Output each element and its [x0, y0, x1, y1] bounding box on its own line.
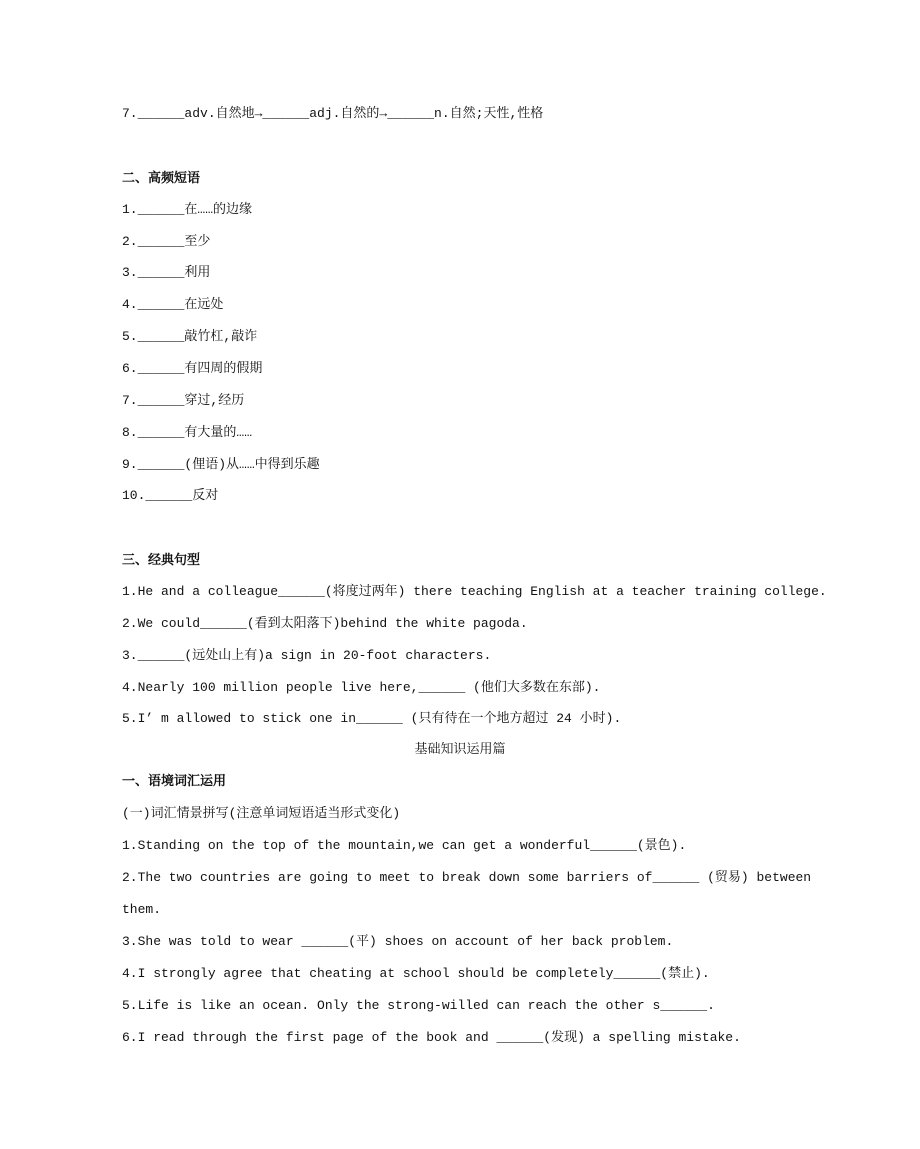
exercise-item: 2.The two countries are going to meet to break down some barriers of______ (贸易) between [122, 870, 812, 885]
part-title: 基础知识运用篇 [414, 742, 506, 757]
phrase-item: 2.______至少 [122, 234, 211, 249]
exercise-item: 3.She was told to wear ______(平) shoes on account of her back problem. [122, 934, 674, 949]
section-heading-sentences: 三、经典句型 [122, 553, 201, 568]
sentence-item: 3.______(远处山上有)a sign in 20-foot characters. [122, 648, 492, 663]
sentence-item: 4.Nearly 100 million people live here,______ (他们大多数在东部). [122, 680, 601, 695]
sentence-item: 1.He and a colleague______(将度过两年) there teaching English at a teacher training college. [122, 584, 827, 599]
word-form-item-7: 7.______adv.自然地→______adj.自然的→______n.自然;天性,性格 [122, 106, 544, 121]
sentence-item: 2.We could______(看到太阳落下)behind the white pagoda. [122, 616, 528, 631]
exercise-item: 6.I read through the first page of the book and ______(发现) a spelling mistake. [122, 1030, 741, 1045]
phrase-item: 5.______敲竹杠,敲诈 [122, 329, 258, 344]
exercise-item: 5.Life is like an ocean. Only the strong-willed can reach the other s______. [122, 998, 715, 1013]
exercise-item: them. [122, 902, 162, 917]
exercise-item: 4.I strongly agree that cheating at school should be completely______(禁止). [122, 966, 710, 981]
phrase-item: 3.______利用 [122, 265, 211, 280]
phrase-item: 10.______反对 [122, 488, 219, 503]
section-heading-vocab: 一、语境词汇运用 [122, 774, 227, 789]
sentence-item: 5.I’ m allowed to stick one in______ (只有待在一个地方超过 24 小时). [122, 711, 622, 726]
phrase-item: 9.______(俚语)从……中得到乐趣 [122, 457, 320, 472]
phrase-item: 6.______有四周的假期 [122, 361, 263, 376]
section-heading-phrases: 二、高频短语 [122, 171, 201, 186]
exercise-item: 1.Standing on the top of the mountain,we can get a wonderful______(景色). [122, 838, 687, 853]
section-subheading: (一)词汇情景拼写(注意单词短语适当形式变化) [122, 806, 401, 821]
phrase-item: 8.______有大量的…… [122, 425, 253, 440]
phrase-item: 4.______在远处 [122, 297, 224, 312]
phrase-item: 1.______在……的边缘 [122, 202, 253, 217]
phrase-item: 7.______穿过,经历 [122, 393, 245, 408]
